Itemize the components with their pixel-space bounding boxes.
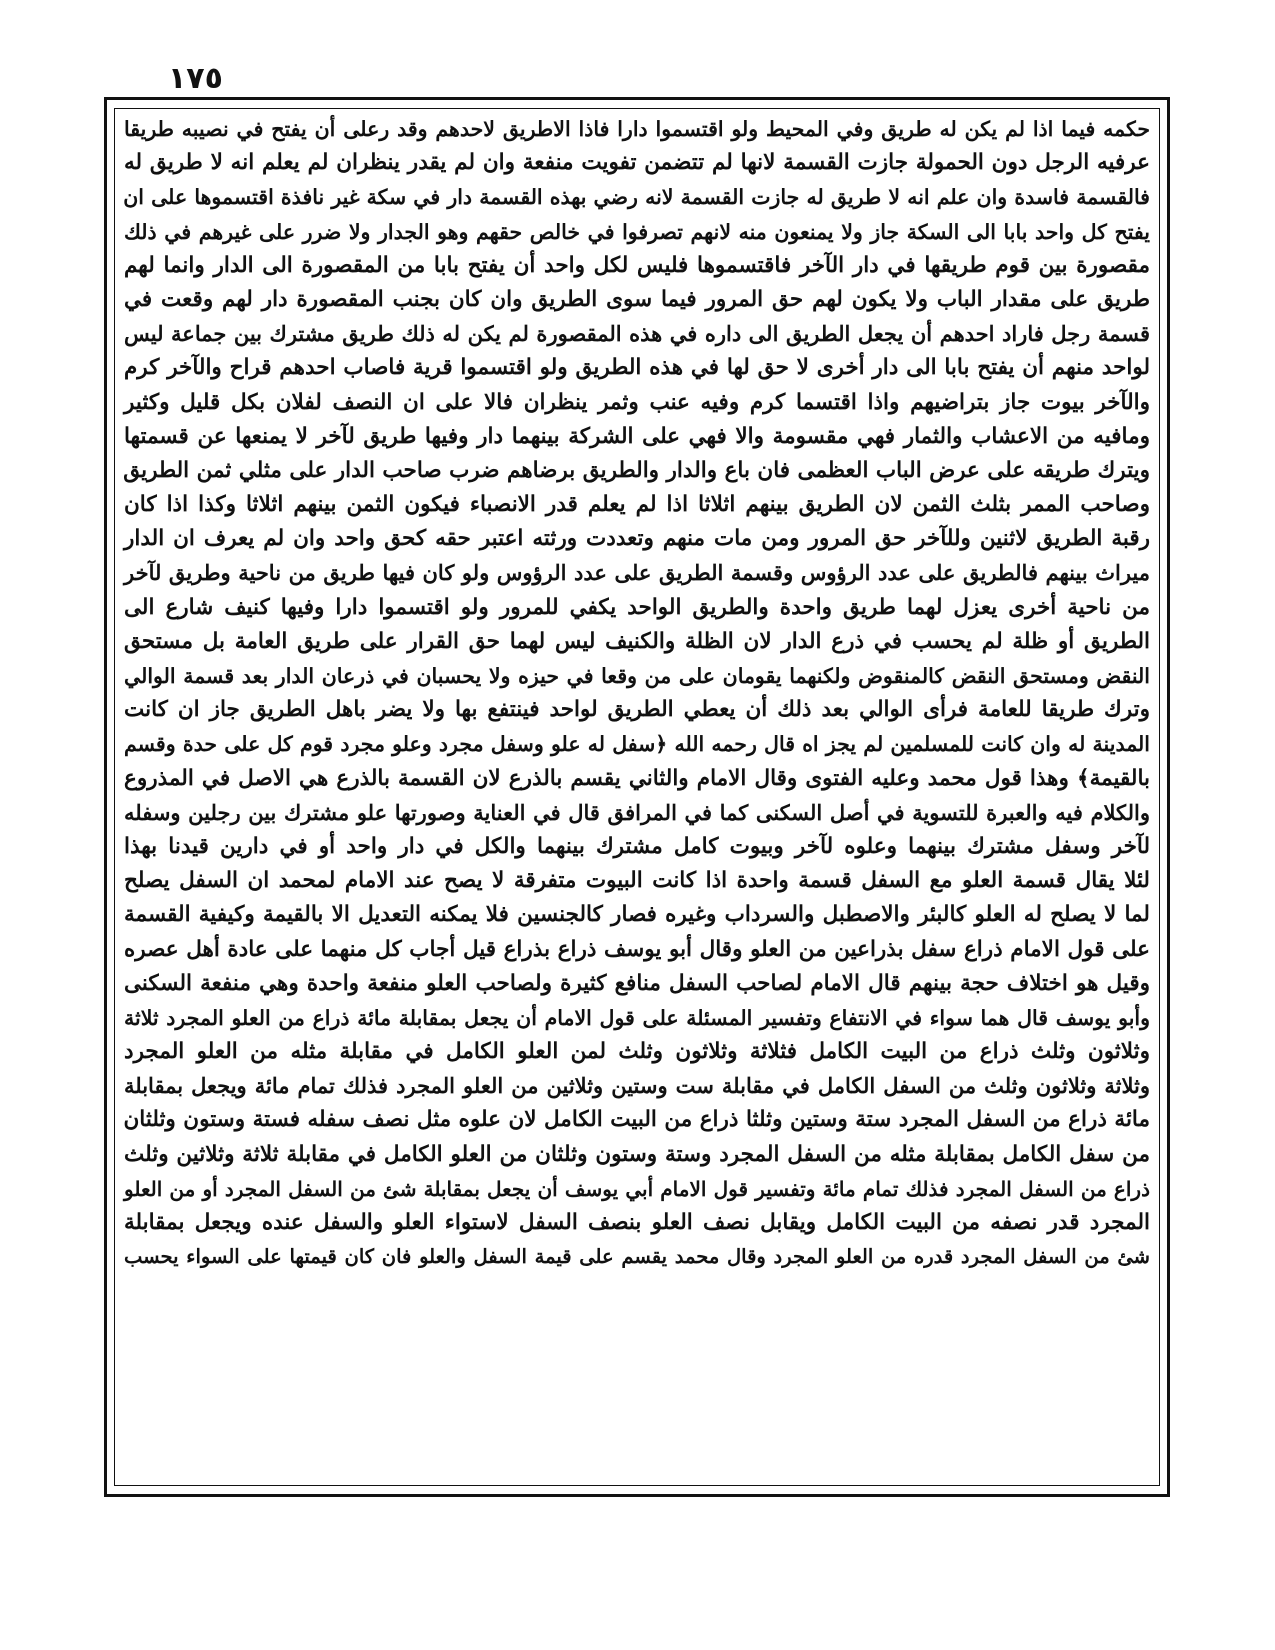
text-line: والكلام فيه والعبرة للتسوية في أصل السكنى كما في المرافق قال في العناية وصورتها علو مشترك بين رجلين وسفله: [124, 799, 1150, 825]
text-line: وثلاثون وثلث ذراع من البيت الكامل فثلاثة وثلاثون وثلث لمن العلو الكامل في مقابلة مثله من العلو المجرد: [124, 1039, 1150, 1065]
text-line: ذراع من السفل المجرد فذلك تمام مائة وتفسير قول الامام أبي يوسف أن يجعل بمقابلة شئ من السفل المجرد أو من العلو: [124, 1176, 1150, 1201]
text-line: حكمه فيما اذا لم يكن له طريق وفي المحيط ولو اقتسموا دارا فاذا الاطريق لاحدهم وقد رعلى أن يفتح في نصيبه طريقا: [124, 117, 1150, 141]
text-line: النقض ومستحق النقض كالمنقوض ولكنهما يقومان على من وقعا في حيزه ولا يحسبان في ذرعان الدار بعد قسمة الوالي: [124, 664, 1150, 688]
text-line: لواحد منهم أن يفتح بابا الى دار أخرى لا حق لها في هذه الطريق ولو اقتسموا قرية فاصاب احدهم قراح والآخر كرم: [124, 355, 1150, 381]
text-line: على قول الامام ذراع سفل بذراعين من العلو وقال أبو يوسف ذراع بذراع قيل أجاب كل منهما على عادة أهل عصره: [124, 936, 1150, 962]
text-line: وأبو يوسف قال هما سواء في الانتفاع وتفسير المسئلة على قول الامام أن يجعل بمقابلة مائة ذراع من العلو المجرد ثلاثة: [124, 1005, 1150, 1030]
text-line: رقبة الطريق لاثنين وللآخر حق المرور ومن مات منهم وتعددت ورثته اعتبر حقه كحق واحد وان لم يعرف ان الدار: [124, 526, 1150, 552]
text-line: وقيل هو اختلاف حجة بينهم قال الامام لصاحب السفل منافع كثيرة ولصاحب العلو منفعة واحدة وهي منفعة السكنى: [124, 970, 1150, 996]
text-line: لما لا يصلح له العلو كالبئر والاصطبل والسرداب وغيره فصار كالجنسين فلا يمكنه التعديل الا بالقيمة وكيفية القسمة: [124, 902, 1150, 928]
text-line: ومافيه من الاعشاب والثمار فهي مقسومة والا فهي على الشركة بينهما دار وفيها طريق لآخر لا يمنعها عن قسمتها: [124, 423, 1150, 449]
text-line: قسمة رجل فاراد احدهم أن يجعل الطريق الى داره في هذه المقصورة لم يكن له ذلك طريق مشترك بين جماعة ليس: [124, 321, 1150, 347]
text-line: وترك طريقا للعامة فرأى الوالي بعد ذلك أن يعطي الطريق لواحد فينتفع بها ولا يضر باهل الطريق جاز ان كانت: [124, 697, 1150, 723]
text-line: وصاحب الممر بثلث الثمن لان الطريق بينهم اثلاثا اذا لم يعلم قدر الانصباء فيكون الثمن بينهم اثلاثا وكذا اذا كان: [124, 492, 1150, 518]
text-line: يفتح كل واحد بابا الى السكة جاز ولا يمنعون منه لانهم تصرفوا في خالص حقهم وهو الجدار ولا ضرر على غيرهم في ذلك: [124, 219, 1150, 244]
text-line: الطريق أو ظلة لم يحسب في ذرع الدار لان الظلة والكنيف ليس لهما حق القرار على طريق العامة بل مستحق: [124, 628, 1150, 654]
text-line: طريق على مقدار الباب ولا يكون لهم حق المرور فيما سوى الطريق وان كان بجنب المقصورة دار لهم وقعت في: [124, 286, 1150, 312]
text-line: من ناحية أخرى يعزل لهما طريق واحدة والطريق الواحد يكفي للمرور ولو اقتسموا دارا وفيها كنيف شارع الى: [124, 594, 1150, 620]
text-line: والآخر بيوت جاز بتراضيهم واذا اقتسما كرم وفيه عنب وثمر ينظران فالا على ان النصف لفلان بكل قليل وكثير: [124, 389, 1150, 415]
text-line: مقصورة بين قوم طريقها في دار الآخر فاقتسموها فليس لكل واحد أن يفتح بابا من المقصورة الى الدار وانما لهم: [124, 252, 1150, 278]
text-line: فالقسمة فاسدة وان علم انه لا طريق له جازت القسمة لانه رضي بهذه القسمة دار في سكة غير نافذة اقتسموها على ان: [123, 185, 1150, 210]
text-line: عرفيه الرجل دون الحمولة جازت القسمة لانها لم تتضمن تفويت منفعة وان لم يقدر ينظران لم يعلم انه لا طريق له: [124, 150, 1150, 176]
text-line: لئلا يقال قسمة العلو مع السفل قسمة واحدة اذا كانت البيوت متفرقة لا يصح عند الامام لمحمد ان السفل يصلح: [124, 868, 1150, 894]
body-text: [120, 112, 1154, 1482]
text-line: المجرد قدر نصفه من البيت الكامل ويقابل نصف العلو بنصف السفل لاستواء العلو والسفل عنده ويجعل بمقابلة: [124, 1210, 1150, 1235]
text-line: من سفل الكامل بمقابلة مثله من السفل المجرد وستة وستون وثلثان من العلو الكامل في مقابلة ثلاثة وثلاثين وثلث: [124, 1141, 1150, 1167]
text-line: وثلاثة وثلاثون وثلث من السفل الكامل في مقابلة ست وستين وثلاثين من العلو المجرد فذلك تمام مائة ويجعل بمقابلة: [124, 1073, 1150, 1099]
text-line: بالقيمة﴾ وهذا قول محمد وعليه الفتوى وقال الامام والثاني يقسم بالذرع لان القسمة بالذرع هي الاصل في المذروع: [124, 765, 1150, 791]
text-line: المدينة له وان كانت للمسلمين لم يجز اه قال رحمه الله ﴿سفل له علو وسفل مجرد وعلو مجرد قوم كل على حدة وقسم: [124, 732, 1150, 757]
text-line: لآخر وسفل مشترك بينهما وعلوه لآخر وبيوت كامل مشترك بينهما والكل في دار واحد أو في دارين قيدنا بهذا: [124, 833, 1150, 859]
text-line: شئ من السفل المجرد قدره من العلو المجرد وقال محمد يقسم على قيمة السفل والعلو فان كان قيمتها على السواء يحسب: [124, 1245, 1150, 1269]
text-line: ويترك طريقه على عرض الباب العظمى فان باع والدار والطريق برضاهم ضرب صاحب الدار على مثلي ثمن الطريق: [123, 457, 1150, 483]
text-line: مائة ذراع من السفل المجرد ستة وستين وثلثا ذراع من البيت الكامل لان علوه مثل نصف سفله فستة وستون وثلثان: [123, 1107, 1150, 1133]
page-number: ١٧٥: [168, 61, 223, 96]
text-line: ميراث بينهم فالطريق على عدد الرؤوس وقسمة الطريق على عدد الرؤوس ولو كان فيها طريق من ناحية وطريق لآخر: [124, 560, 1150, 586]
